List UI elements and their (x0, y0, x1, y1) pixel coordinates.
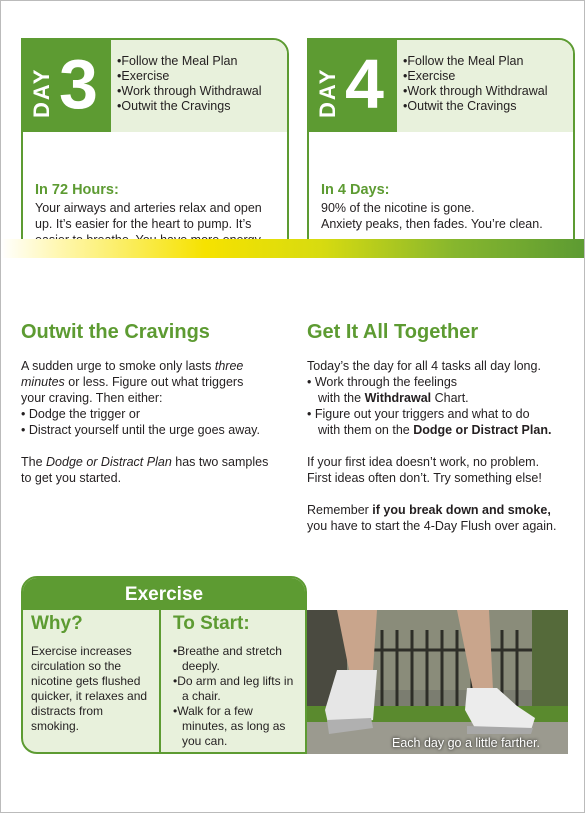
day-3-number: 3 (59, 45, 98, 123)
day-3-text: Your airways and arteries relax and open up. It’s easier for the heart to pump. It’s (35, 201, 262, 231)
outwit-bullet: • Distract yourself until the urge goes away. (21, 423, 260, 437)
exercise-start-item: • Breathe and stretch deeply. (173, 644, 299, 674)
photo-caption: Each day go a little farther. (391, 736, 540, 750)
day-3-card (21, 38, 289, 246)
outwit-section (21, 320, 271, 502)
walking-feet-illustration (307, 610, 568, 754)
together-bullet-cont (307, 390, 579, 406)
day-4-word: DAY (315, 67, 340, 118)
exercise-start-column (161, 610, 305, 752)
together-bullet: • Figure out your triggers and what to do (307, 407, 530, 421)
day-4-task-list (397, 40, 573, 132)
together-b1-bold: Withdrawal (364, 391, 432, 405)
exercise-start-list (173, 644, 299, 749)
gradient-band (1, 239, 584, 258)
together-b1-end: Chart. (431, 391, 469, 405)
together-paragraph-3 (307, 502, 579, 534)
day-4-task: • Work through Withdrawal (403, 84, 573, 99)
outwit-p2-pre: The (21, 455, 47, 469)
together-b2-bold: Dodge or Distract Plan. (413, 423, 552, 437)
together-p3-line-2: you have to start the 4-Day Flush over again. (307, 519, 557, 533)
walking-photo (307, 610, 568, 754)
together-p2-line-1: If your first idea doesn’t work, no problem. (307, 455, 540, 469)
day-4-text-line-1: 90% of the nicotine is gone. (321, 201, 475, 215)
together-paragraph-2 (307, 454, 579, 486)
exercise-start-item: • Do arm and leg lifts in a chair. (173, 674, 299, 704)
day-3-badge (23, 40, 111, 132)
together-b1-pre: with the (318, 391, 365, 405)
outwit-paragraph-2 (21, 454, 271, 486)
exercise-why-text: Exercise increases circulation so the nicotine gets flushed quicker, it relaxes and distracts from smoking. (31, 644, 148, 733)
day-4-badge (309, 40, 397, 132)
together-p3-pre: Remember (307, 503, 373, 517)
day-3-word: DAY (29, 67, 54, 118)
day-3-task: • Exercise (117, 69, 287, 84)
together-b2-pre: with them on the (318, 423, 414, 437)
day-4-subheading: In 4 Days: (321, 182, 390, 198)
exercise-why-title: Why? (31, 613, 83, 634)
day-4-task: • Follow the Meal Plan (403, 54, 573, 69)
exercise-box (21, 576, 307, 754)
together-intro: Today’s the day for all 4 tasks all day long. (307, 359, 541, 373)
day-4-task: • Exercise (403, 69, 573, 84)
day-3-task-list (111, 40, 287, 132)
outwit-p1-emphasis: three minutes (21, 359, 244, 389)
outwit-p2-emphasis: Dodge or Distract Plan (46, 455, 172, 469)
day-3-subheading: In 72 Hours: (35, 182, 119, 198)
day-3-task: • Outwit the Cravings (117, 99, 287, 114)
day-4-number: 4 (345, 45, 384, 123)
together-paragraph-1 (307, 358, 579, 438)
outwit-title: Outwit the Cravings (21, 321, 210, 343)
together-bullet-cont (307, 422, 579, 438)
day-3-task: • Follow the Meal Plan (117, 54, 287, 69)
together-p2-line-2: First ideas often don’t. Try something else! (307, 471, 542, 485)
day-3-task: • Work through Withdrawal (117, 84, 287, 99)
day-4-task: • Outwit the Cravings (403, 99, 573, 114)
day-4-text-line-2: Anxiety peaks, then fades. You’re clean. (321, 217, 543, 231)
together-bullet: • Work through the feelings (307, 375, 458, 389)
exercise-title: Exercise (23, 578, 305, 610)
day-4-card (307, 38, 575, 246)
exercise-start-item: • Walk for a few minutes, as long as you can. (173, 704, 299, 749)
outwit-p1-start: A sudden urge to smoke only lasts (21, 359, 215, 373)
together-p3-bold: if you break down and smoke, (372, 503, 551, 517)
together-title: Get It All Together (307, 321, 479, 343)
outwit-p1-end: or less. Figure out what triggers your craving. Then either: (21, 375, 244, 405)
together-section (307, 320, 579, 550)
outwit-paragraph-1 (21, 358, 271, 438)
outwit-p2-end: has two samples to get you started. (21, 455, 269, 485)
outwit-bullet: • Dodge the trigger or (21, 407, 141, 421)
exercise-why-column (23, 610, 161, 752)
exercise-start-title: To Start: (173, 613, 250, 634)
